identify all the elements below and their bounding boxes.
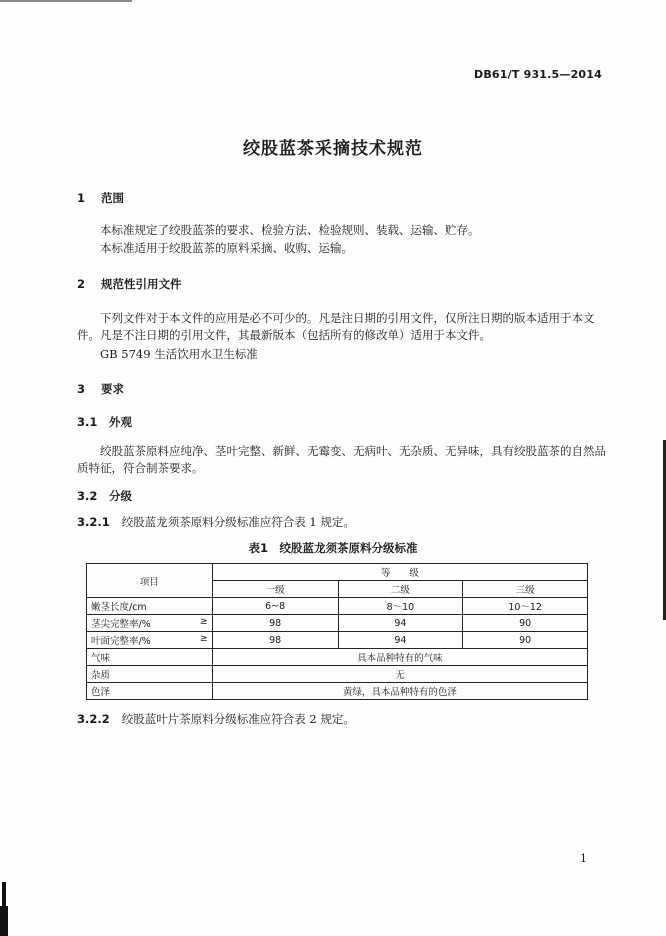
- table-row: [87, 683, 588, 700]
- section-3-heading: [77, 381, 124, 397]
- section-number: 1: [77, 191, 86, 205]
- row-value: 94: [338, 632, 463, 649]
- scan-top-line: [0, 0, 132, 2]
- section-number: 3.1: [77, 415, 98, 429]
- table-row: [87, 666, 588, 683]
- clause-number: 3.2.2: [77, 712, 110, 726]
- clause-number: 3.2.1: [77, 515, 110, 529]
- row-item: 色泽: [87, 683, 213, 700]
- section-title: 外观: [109, 415, 132, 429]
- table-1-caption: 表1 绞股蓝龙须茶原料分级标准: [248, 541, 418, 555]
- grading-table: [86, 563, 588, 700]
- row-value: 98: [212, 632, 338, 649]
- header-item: 项目: [87, 564, 213, 598]
- section-number: 2: [77, 277, 86, 291]
- table-row: [87, 632, 588, 649]
- section-2-heading: [77, 276, 182, 292]
- section-title: 范围: [101, 191, 124, 205]
- section-1-para-2: 本标准适用于绞股蓝茶的原料采摘、收购、运输。: [100, 241, 353, 255]
- scan-left-mark: [2, 882, 6, 906]
- grade-label: 一级: [212, 581, 338, 598]
- row-item: 气味: [87, 649, 213, 666]
- clause-text: 绞股蓝龙须茶原料分级标准应符合表 1 规定。: [121, 515, 355, 529]
- page-number: 1: [580, 852, 587, 865]
- row-value: 无: [212, 666, 587, 683]
- table-row: [87, 649, 588, 666]
- clause-text: 绞股蓝叶片茶原料分级标准应符合表 2 规定。: [121, 712, 355, 726]
- header-grade: 等 级: [212, 564, 587, 581]
- row-value: 具本品种特有的气味: [212, 649, 587, 666]
- section-3-1-heading: [77, 414, 132, 430]
- section-title: 要求: [101, 382, 124, 396]
- document-number: DB61/T 931.5—2014: [474, 68, 602, 81]
- row-value: 98: [212, 615, 338, 632]
- section-number: 3.2: [77, 489, 98, 503]
- section-title: 分级: [109, 489, 132, 503]
- scan-left-mark: [0, 906, 8, 936]
- grade-label: 三级: [463, 581, 588, 598]
- row-value: 黄绿，具本品种特有的色泽: [212, 683, 587, 700]
- row-value: 8～10: [338, 598, 463, 615]
- section-1-heading: [77, 190, 124, 206]
- row-operator: ≥: [199, 633, 208, 644]
- row-item: 叶面完整率/%: [91, 636, 151, 647]
- row-value: 10～12: [463, 598, 588, 615]
- section-2-para-1: 下列文件对于本文件的应用是必不可少的。凡是注日期的引用文件，仅所注日期的版本适用于本文件。凡是不注日期的引用文件，其最新版本（包括所有的修改单）适用于本文件。: [77, 311, 595, 342]
- table-row: [87, 615, 588, 632]
- row-operator: ≥: [199, 616, 208, 627]
- clause-3-2-1: [77, 514, 355, 530]
- table-row: [87, 598, 588, 615]
- section-title: 规范性引用文件: [101, 277, 182, 291]
- clause-3-2-2: [77, 711, 355, 727]
- row-value: 90: [463, 615, 588, 632]
- row-item: 茎尖完整率/%: [91, 619, 151, 630]
- section-3-1-para: 绞股蓝茶原料应纯净、茎叶完整、新鲜、无霉变、无病叶、无杂质、无异味，具有绞股蓝茶的自然品质特征，符合制茶要求。: [77, 444, 606, 475]
- section-1-para-1: 本标准规定了绞股蓝茶的要求、检验方法、检验规则、装载、运输、贮存。: [100, 223, 480, 237]
- document-title: 绞股蓝茶采摘技术规范: [243, 139, 423, 159]
- row-value: 94: [338, 615, 463, 632]
- row-value: 90: [463, 632, 588, 649]
- row-item: 嫩茎长度/cm: [91, 602, 147, 613]
- section-number: 3: [77, 382, 86, 396]
- row-item: 杂质: [87, 666, 213, 683]
- section-2-para-2: GB 5749 生活饮用水卫生标准: [100, 347, 258, 361]
- row-value: 6~8: [212, 598, 338, 615]
- section-3-2-heading: [77, 488, 132, 504]
- grade-label: 二级: [338, 581, 463, 598]
